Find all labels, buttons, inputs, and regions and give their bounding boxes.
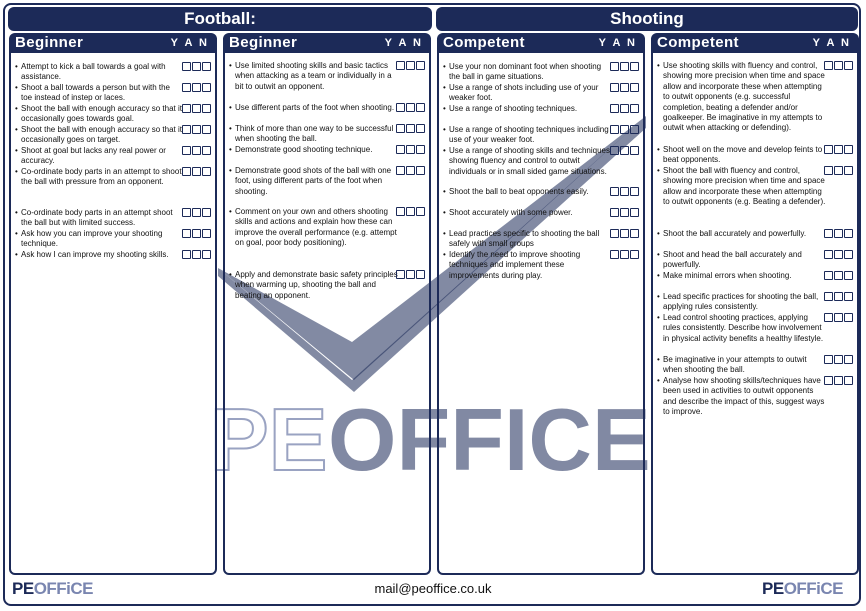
column-header-3 [437, 33, 645, 53]
yan-label: Y A N [812, 37, 851, 49]
yan-checkboxes[interactable] [824, 229, 853, 238]
yan-checkboxes[interactable] [182, 167, 211, 176]
criterion: • Shoot accurately with some power. [449, 208, 613, 218]
criterion: • Use a range of shots including use of your weaker foot. [449, 83, 613, 104]
column-2 [223, 53, 431, 575]
yan-checkboxes[interactable] [182, 62, 211, 71]
column-title: Beginner [15, 34, 84, 51]
yan-checkboxes[interactable] [824, 166, 853, 175]
yan-label: Y A N [384, 37, 423, 49]
criterion: • Shoot the ball with enough accuracy so that it occasionally goes towards goal. [21, 104, 183, 125]
column-header-4 [651, 33, 859, 53]
criterion: • Lead control shooting practices, applying rules consistently. Describe how involvement in physical activity benefits a healthy lifestyle. [663, 313, 827, 344]
criterion: • Lead practices specific to shooting the ball safely with small groups [449, 229, 613, 250]
yan-checkboxes[interactable] [610, 125, 639, 134]
criterion: • Shoot well on the move and develop feints to beat opponents. [663, 145, 827, 166]
yan-checkboxes[interactable] [824, 271, 853, 280]
yan-checkboxes[interactable] [824, 250, 853, 259]
yan-checkboxes[interactable] [396, 124, 425, 133]
sport-title: Football: [8, 7, 432, 31]
criterion: • Use different parts of the foot when shooting. [235, 103, 399, 113]
criterion: • Be imaginative in your attempts to outwit when shooting the ball. [663, 355, 827, 376]
column-title: Beginner [229, 34, 298, 51]
skill-title: Shooting [436, 7, 858, 31]
criterion: • Identify the need to improve shooting techniques and implement these improvements during play. [449, 250, 613, 281]
yan-checkboxes[interactable] [396, 145, 425, 154]
yan-checkboxes[interactable] [610, 104, 639, 113]
pe-office-logo-right: PEOFFiCE [762, 579, 844, 598]
criterion: • Shoot the ball to beat opponents easily. [449, 187, 613, 197]
criterion: • Co-ordinate body parts in an attempt to shoot the ball with pressure from an opponent. [21, 167, 183, 188]
yan-label: Y A N [170, 37, 209, 49]
yan-checkboxes[interactable] [396, 207, 425, 216]
yan-checkboxes[interactable] [182, 146, 211, 155]
criterion: • Comment on your own and others shooting skills and actions and explain how these can improve the overall performance (e.g. attempt on goal, poor body positioning). [235, 207, 399, 249]
criterion: • Lead specific practices for shooting the ball, applying rules consistently. [663, 292, 827, 313]
yan-checkboxes[interactable] [610, 62, 639, 71]
yan-checkboxes[interactable] [396, 103, 425, 112]
yan-checkboxes[interactable] [824, 61, 853, 70]
yan-checkboxes[interactable] [182, 104, 211, 113]
criterion: • Ask how I can improve my shooting skills. [21, 250, 183, 260]
column-title: Competent [443, 34, 525, 51]
yan-checkboxes[interactable] [824, 313, 853, 322]
criterion: • Think of more than one way to be successful when shooting the ball. [235, 124, 399, 145]
criterion: • Use a range of shooting techniques. [449, 104, 613, 114]
yan-checkboxes[interactable] [396, 61, 425, 70]
watermark-pe: PE [210, 390, 328, 489]
criterion: • Ask how you can improve your shooting technique. [21, 229, 183, 250]
criterion: • Shoot a ball towards a person but with the toe instead of instep or laces. [21, 83, 183, 104]
criterion: • Shoot and head the ball accurately and powerfully. [663, 250, 827, 271]
criterion: • Demonstrate good shots of the ball with one foot, using different parts of the foot when shooting. [235, 166, 399, 197]
footer-email[interactable]: mail@peoffice.co.uk [374, 581, 492, 596]
criterion: • Shoot the ball with enough accuracy so that it occasionally goes on target. [21, 125, 183, 146]
criterion: • Shoot the ball accurately and powerfully. [663, 229, 827, 239]
pe-office-logo-left: PEOFFiCE [12, 579, 94, 598]
yan-checkboxes[interactable] [396, 270, 425, 279]
yan-checkboxes[interactable] [182, 125, 211, 134]
criterion: • Make minimal errors when shooting. [663, 271, 827, 281]
yan-checkboxes[interactable] [182, 208, 211, 217]
criterion: • Shoot the ball with fluency and control, showing more precision when time and space allow and incorporate these when attempting to outwit opponents (e.g. Beating a defender). [663, 166, 827, 208]
criterion: • Attempt to kick a ball towards a goal with assistance. [21, 62, 183, 83]
criterion: • Co-ordinate body parts in an attempt shoot the ball but with limited success. [21, 208, 183, 229]
yan-checkboxes[interactable] [824, 145, 853, 154]
criterion: • Shoot at goal but lacks any real power or accuracy. [21, 146, 183, 167]
yan-checkboxes[interactable] [824, 355, 853, 364]
yan-checkboxes[interactable] [182, 250, 211, 259]
yan-checkboxes[interactable] [182, 83, 211, 92]
yan-checkboxes[interactable] [610, 187, 639, 196]
column-3 [437, 53, 645, 575]
yan-checkboxes[interactable] [610, 208, 639, 217]
criterion: • Use a range of shooting skills and techniques showing fluency and control to outwit individuals or in small sided game situations. [449, 146, 613, 177]
criterion: • Use shooting skills with fluency and control, showing more precision when time and space allow and incorporate these when attempting to outwit opponents (e.g. successful completion, beating a defender and/or goalkeeper. Be imaginative in my attempts to outwit when attacking or defending). [663, 61, 827, 134]
yan-checkboxes[interactable] [182, 229, 211, 238]
column-title: Competent [657, 34, 739, 51]
yan-checkboxes[interactable] [610, 229, 639, 238]
criterion: • Apply and demonstrate basic safety principles when warming up, shooting the ball and beating an opponent. [235, 270, 399, 301]
watermark-office: OFFICE [328, 390, 651, 489]
criterion: • Use a range of shooting techniques including use of your weaker foot. [449, 125, 613, 146]
criterion: • Use your non dominant foot when shooting the ball in game situations. [449, 62, 613, 83]
criterion: • Use limited shooting skills and basic tactics when attacking as a team or individually in a bit to outwit an opponent. [235, 61, 399, 92]
yan-checkboxes[interactable] [610, 83, 639, 92]
yan-checkboxes[interactable] [824, 292, 853, 301]
criterion: • Analyse how shooting skills/techniques have been used in activities to outwit opponents and describe the impact of this, suggest ways to improve. [663, 376, 827, 418]
column-header-1 [9, 33, 217, 53]
yan-checkboxes[interactable] [824, 376, 853, 385]
column-1 [9, 53, 217, 575]
yan-checkboxes[interactable] [610, 146, 639, 155]
yan-label: Y A N [598, 37, 637, 49]
yan-checkboxes[interactable] [396, 166, 425, 175]
criterion: • Demonstrate good shooting technique. [235, 145, 399, 155]
column-4 [651, 53, 859, 575]
yan-checkboxes[interactable] [610, 250, 639, 259]
column-header-2 [223, 33, 431, 53]
